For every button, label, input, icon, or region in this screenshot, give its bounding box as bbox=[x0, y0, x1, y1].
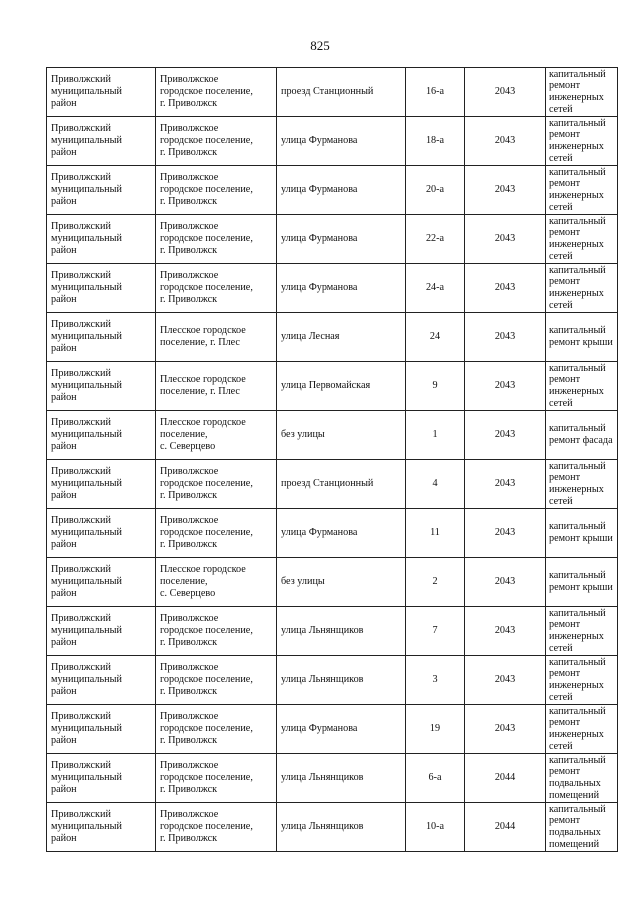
house-number-cell: 18-а bbox=[406, 117, 465, 166]
year-cell: 2043 bbox=[465, 362, 546, 411]
year-cell: 2043 bbox=[465, 264, 546, 313]
year-cell: 2043 bbox=[465, 215, 546, 264]
district-cell: Приволжский муниципальный район bbox=[47, 460, 156, 509]
street-cell: улица Фурманова bbox=[277, 166, 406, 215]
work-type-cell: капитальный ремонт крыши bbox=[546, 509, 618, 558]
house-number-cell: 1 bbox=[406, 411, 465, 460]
work-type-cell: капитальный ремонт подвальных помещений bbox=[546, 803, 618, 852]
street-cell: улица Льнянщиков bbox=[277, 803, 406, 852]
year-cell: 2044 bbox=[465, 754, 546, 803]
work-type-cell: капитальный ремонт крыши bbox=[546, 313, 618, 362]
work-type-cell: капитальный ремонт инженерных сетей bbox=[546, 362, 618, 411]
table-row bbox=[47, 264, 618, 313]
table-row bbox=[47, 509, 618, 558]
house-number-cell: 2 bbox=[406, 558, 465, 607]
table-row bbox=[47, 705, 618, 754]
district-cell: Приволжский муниципальный район bbox=[47, 705, 156, 754]
street-cell: улица Фурманова bbox=[277, 117, 406, 166]
year-cell: 2044 bbox=[465, 803, 546, 852]
house-number-cell: 3 bbox=[406, 656, 465, 705]
settlement-cell: Приволжское городское поселение, г. Приволжск bbox=[156, 264, 277, 313]
work-type-cell: капитальный ремонт подвальных помещений bbox=[546, 754, 618, 803]
house-number-cell: 16-а bbox=[406, 68, 465, 117]
table-body bbox=[47, 68, 618, 852]
year-cell: 2043 bbox=[465, 166, 546, 215]
work-type-cell: капитальный ремонт инженерных сетей bbox=[546, 117, 618, 166]
house-number-cell: 6-а bbox=[406, 754, 465, 803]
table-row bbox=[47, 558, 618, 607]
street-cell: без улицы bbox=[277, 411, 406, 460]
settlement-cell: Приволжское городское поселение, г. Приволжск bbox=[156, 803, 277, 852]
work-type-cell: капитальный ремонт инженерных сетей bbox=[546, 68, 618, 117]
table-row bbox=[47, 460, 618, 509]
work-type-cell: капитальный ремонт инженерных сетей bbox=[546, 215, 618, 264]
district-cell: Приволжский муниципальный район bbox=[47, 117, 156, 166]
district-cell: Приволжский муниципальный район bbox=[47, 607, 156, 656]
house-number-cell: 24 bbox=[406, 313, 465, 362]
house-number-cell: 24-а bbox=[406, 264, 465, 313]
settlement-cell: Приволжское городское поселение, г. Приволжск bbox=[156, 215, 277, 264]
year-cell: 2043 bbox=[465, 509, 546, 558]
table-row bbox=[47, 411, 618, 460]
table-row bbox=[47, 754, 618, 803]
district-cell: Приволжский муниципальный район bbox=[47, 754, 156, 803]
house-number-cell: 4 bbox=[406, 460, 465, 509]
table-row bbox=[47, 362, 618, 411]
district-cell: Приволжский муниципальный район bbox=[47, 803, 156, 852]
street-cell: улица Первомайская bbox=[277, 362, 406, 411]
street-cell: улица Лесная bbox=[277, 313, 406, 362]
table-row bbox=[47, 656, 618, 705]
page-number: 825 bbox=[310, 38, 330, 53]
district-cell: Приволжский муниципальный район bbox=[47, 509, 156, 558]
year-cell: 2043 bbox=[465, 656, 546, 705]
street-cell: улица Фурманова bbox=[277, 215, 406, 264]
work-type-cell: капитальный ремонт инженерных сетей bbox=[546, 656, 618, 705]
table-row bbox=[47, 607, 618, 656]
settlement-cell: Приволжское городское поселение, г. Приволжск bbox=[156, 460, 277, 509]
house-number-cell: 22-а bbox=[406, 215, 465, 264]
district-cell: Приволжский муниципальный район bbox=[47, 313, 156, 362]
settlement-cell: Плесское городское поселение, с. Северцево bbox=[156, 411, 277, 460]
district-cell: Приволжский муниципальный район bbox=[47, 166, 156, 215]
settlement-cell: Плесское городское поселение, г. Плес bbox=[156, 313, 277, 362]
year-cell: 2043 bbox=[465, 558, 546, 607]
street-cell: проезд Станционный bbox=[277, 68, 406, 117]
district-cell: Приволжский муниципальный район bbox=[47, 656, 156, 705]
work-type-cell: капитальный ремонт крыши bbox=[546, 558, 618, 607]
district-cell: Приволжский муниципальный район bbox=[47, 411, 156, 460]
year-cell: 2043 bbox=[465, 68, 546, 117]
house-number-cell: 20-а bbox=[406, 166, 465, 215]
work-type-cell: капитальный ремонт инженерных сетей bbox=[546, 607, 618, 656]
settlement-cell: Приволжское городское поселение, г. Приволжск bbox=[156, 607, 277, 656]
repair-schedule-table bbox=[46, 67, 618, 852]
table-row bbox=[47, 803, 618, 852]
street-cell: улица Фурманова bbox=[277, 264, 406, 313]
table-row bbox=[47, 166, 618, 215]
house-number-cell: 19 bbox=[406, 705, 465, 754]
street-cell: улица Льнянщиков bbox=[277, 754, 406, 803]
district-cell: Приволжский муниципальный район bbox=[47, 264, 156, 313]
work-type-cell: капитальный ремонт инженерных сетей bbox=[546, 264, 618, 313]
year-cell: 2043 bbox=[465, 117, 546, 166]
table-row bbox=[47, 215, 618, 264]
year-cell: 2043 bbox=[465, 607, 546, 656]
street-cell: улица Льнянщиков bbox=[277, 607, 406, 656]
settlement-cell: Приволжское городское поселение, г. Приволжск bbox=[156, 509, 277, 558]
street-cell: улица Фурманова bbox=[277, 705, 406, 754]
house-number-cell: 10-а bbox=[406, 803, 465, 852]
year-cell: 2043 bbox=[465, 705, 546, 754]
street-cell: улица Льнянщиков bbox=[277, 656, 406, 705]
district-cell: Приволжский муниципальный район bbox=[47, 558, 156, 607]
street-cell: улица Фурманова bbox=[277, 509, 406, 558]
table-row bbox=[47, 117, 618, 166]
settlement-cell: Приволжское городское поселение, г. Приволжск bbox=[156, 754, 277, 803]
year-cell: 2043 bbox=[465, 411, 546, 460]
settlement-cell: Приволжское городское поселение, г. Приволжск bbox=[156, 656, 277, 705]
work-type-cell: капитальный ремонт инженерных сетей bbox=[546, 705, 618, 754]
district-cell: Приволжский муниципальный район bbox=[47, 215, 156, 264]
settlement-cell: Приволжское городское поселение, г. Приволжск bbox=[156, 705, 277, 754]
settlement-cell: Плесское городское поселение, г. Плес bbox=[156, 362, 277, 411]
year-cell: 2043 bbox=[465, 313, 546, 362]
house-number-cell: 9 bbox=[406, 362, 465, 411]
settlement-cell: Приволжское городское поселение, г. Приволжск bbox=[156, 166, 277, 215]
district-cell: Приволжский муниципальный район bbox=[47, 362, 156, 411]
settlement-cell: Приволжское городское поселение, г. Приволжск bbox=[156, 68, 277, 117]
street-cell: без улицы bbox=[277, 558, 406, 607]
table-row bbox=[47, 68, 618, 117]
settlement-cell: Плесское городское поселение, с. Северцево bbox=[156, 558, 277, 607]
street-cell: проезд Станционный bbox=[277, 460, 406, 509]
work-type-cell: капитальный ремонт фасада bbox=[546, 411, 618, 460]
year-cell: 2043 bbox=[465, 460, 546, 509]
work-type-cell: капитальный ремонт инженерных сетей bbox=[546, 460, 618, 509]
house-number-cell: 11 bbox=[406, 509, 465, 558]
house-number-cell: 7 bbox=[406, 607, 465, 656]
settlement-cell: Приволжское городское поселение, г. Приволжск bbox=[156, 117, 277, 166]
work-type-cell: капитальный ремонт инженерных сетей bbox=[546, 166, 618, 215]
district-cell: Приволжский муниципальный район bbox=[47, 68, 156, 117]
table-row bbox=[47, 313, 618, 362]
